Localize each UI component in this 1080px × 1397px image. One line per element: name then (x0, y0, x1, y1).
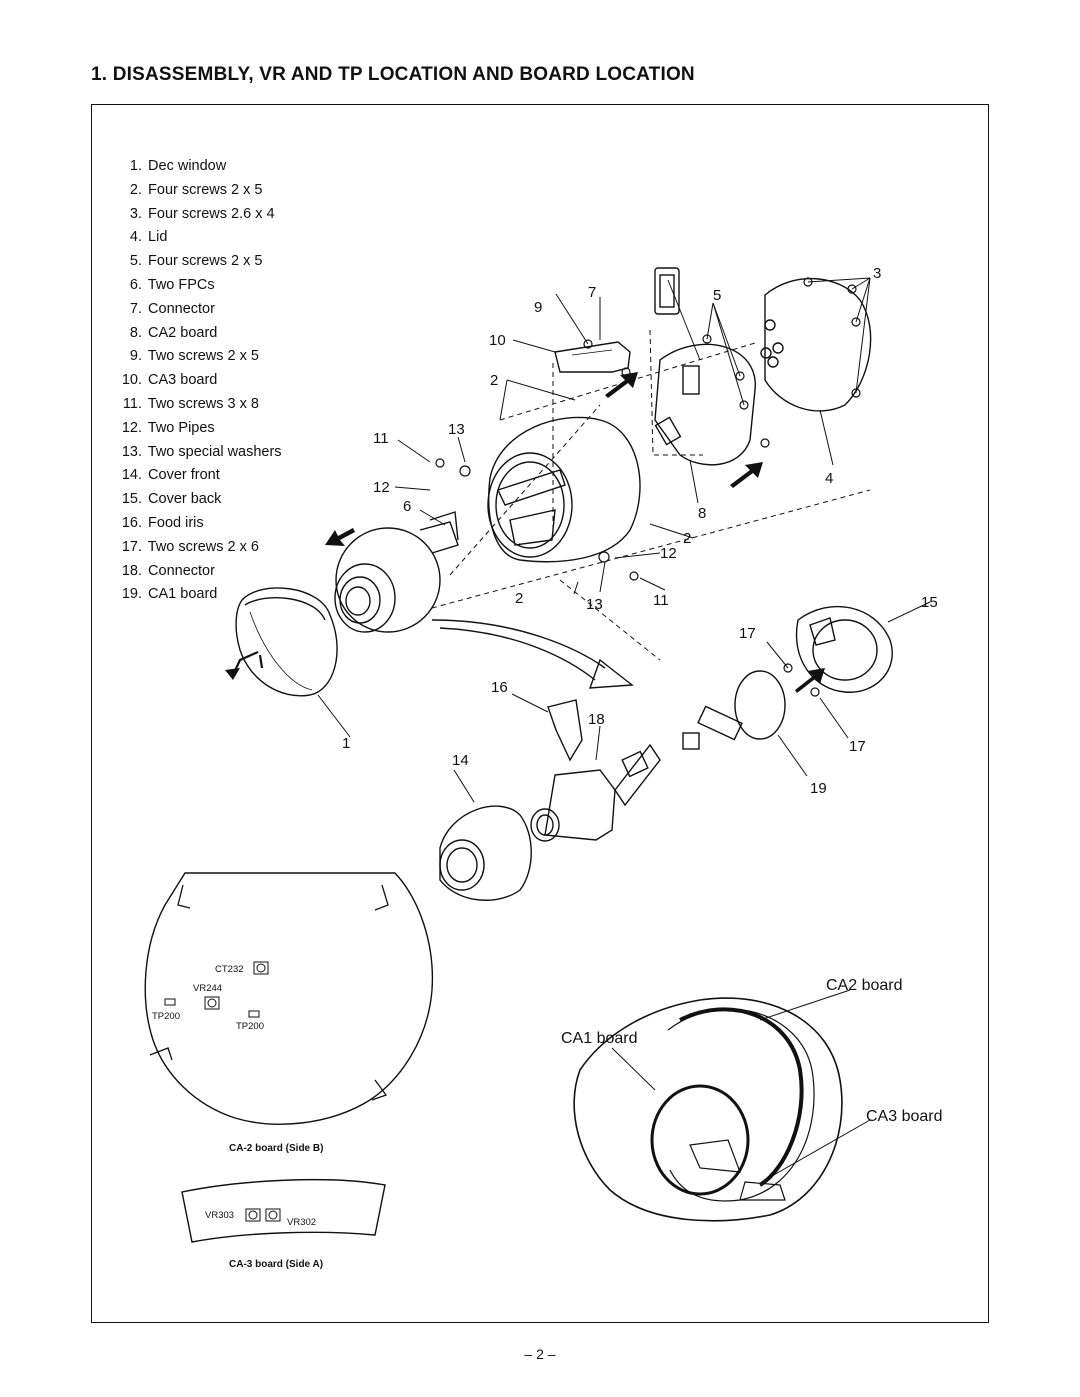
page-title: 1. DISASSEMBLY, VR AND TP LOCATION AND BOARD LOCATION (91, 64, 695, 85)
callout-2: 2 (490, 372, 499, 389)
callout-11: 11 (653, 592, 669, 609)
transfer-arrow (432, 620, 632, 688)
tp200-left-label: TP200 (152, 1011, 180, 1022)
part-number: 6. (129, 276, 142, 293)
part-label: CA1 board (148, 586, 218, 603)
callout-2: 2 (683, 530, 692, 547)
callout-8: 8 (698, 505, 707, 522)
leader-lines (318, 278, 930, 802)
part-label: Four screws 2 x 5 (148, 253, 263, 270)
callout-17: 17 (849, 738, 866, 755)
ca3-side-a-caption: CA-3 board (Side A) (229, 1259, 324, 1270)
part-number: 5. (129, 253, 142, 270)
callout-18: 18 (588, 711, 605, 728)
part-number: 4. (129, 229, 142, 246)
part-label: Four screws 2 x 5 (148, 181, 263, 198)
part-number: 19. (121, 586, 142, 603)
connector-part (655, 268, 679, 314)
ca2-location-label: CA2 board (826, 977, 903, 994)
callout-9: 9 (534, 299, 543, 316)
callout-15: 15 (921, 594, 938, 611)
part-label: Two screws 2 x 6 (147, 538, 259, 555)
part-label: CA3 board (148, 372, 218, 389)
callout-1: 1 (342, 735, 351, 752)
part-label: Lid (148, 229, 168, 246)
callout-3: 3 (873, 265, 882, 282)
part-number: 14. (121, 467, 142, 484)
callout-14: 14 (452, 752, 469, 769)
ca3-board-part (555, 342, 630, 372)
page-number: – 2 – (524, 1346, 556, 1362)
ca2-board-side-b (145, 873, 432, 1124)
callout-13: 13 (586, 596, 603, 613)
ca2-side-b-caption: CA-2 board (Side B) (229, 1143, 324, 1154)
part-number: 2. (129, 181, 142, 198)
tp200-right-label: TP200 (236, 1021, 264, 1032)
part-label: CA2 board (148, 324, 218, 341)
lid-part (761, 279, 871, 411)
dec-window (236, 588, 337, 696)
callout-7: 7 (588, 284, 597, 301)
part-label: Four screws 2.6 x 4 (148, 205, 275, 222)
part-number: 11. (122, 395, 142, 412)
callout-13: 13 (448, 421, 465, 438)
vr244-label: VR244 (193, 983, 223, 994)
callout-12: 12 (660, 545, 677, 562)
callout-2: 2 (515, 590, 524, 607)
part-number: 17. (121, 538, 142, 555)
callout-12: 12 (373, 479, 390, 496)
vr302-label: VR302 (287, 1217, 317, 1228)
cover-front-shell (488, 417, 640, 561)
part-label: Two screws 3 x 8 (147, 395, 259, 412)
callout-numbers (342, 265, 938, 797)
callout-11: 11 (373, 430, 389, 447)
part-label: Two screws 2 x 5 (147, 348, 259, 365)
part-label: Two FPCs (147, 276, 215, 293)
ca3-location-label: CA3 board (866, 1108, 943, 1125)
callout-10: 10 (489, 332, 506, 349)
callout-17: 17 (739, 625, 756, 642)
part-number: 9. (129, 348, 142, 365)
part-label: Dec window (148, 158, 227, 174)
part-number: 10. (121, 372, 142, 389)
part-number: 13. (121, 443, 142, 460)
ca1-board-part (683, 671, 785, 749)
part-number: 16. (121, 514, 142, 531)
part-label: Cover front (148, 467, 220, 484)
part-label: Food iris (148, 514, 204, 531)
part-label: Two Pipes (147, 419, 215, 436)
callout-16: 16 (491, 679, 508, 696)
part-number: 1. (129, 158, 142, 174)
callout-4: 4 (825, 470, 834, 487)
part-label: Cover back (148, 491, 222, 508)
board-location-leaders (612, 990, 870, 1180)
ct232-label: CT232 (215, 964, 244, 975)
part-label: Connector (148, 300, 215, 317)
callout-19: 19 (810, 780, 827, 797)
callout-5: 5 (713, 287, 722, 304)
cover-front-part (440, 806, 531, 900)
part-number: 3. (129, 205, 142, 222)
vr303-label: VR303 (205, 1210, 235, 1221)
part-number: 15. (121, 491, 142, 508)
part-label: Two special washers (147, 443, 282, 460)
direction-arrows (325, 372, 825, 693)
part-number: 8. (129, 324, 142, 341)
callout-6: 6 (403, 498, 412, 515)
part-number: 12. (121, 419, 142, 436)
ca1-location-label: CA1 board (561, 1030, 638, 1047)
part-number: 18. (121, 562, 142, 579)
part-label: Connector (148, 562, 215, 579)
part-number: 7. (129, 300, 142, 317)
